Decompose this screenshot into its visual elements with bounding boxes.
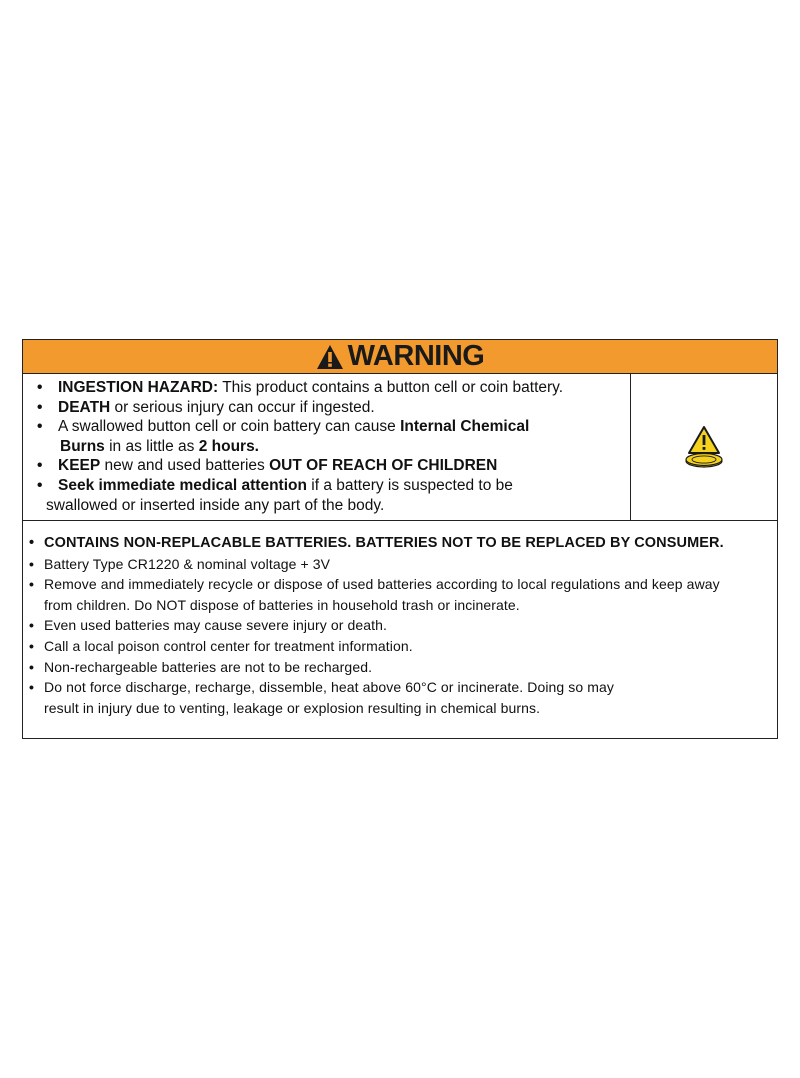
list-item-continuation: result in injury due to venting, leakage or explosion resulting in chemical burns. bbox=[44, 699, 541, 716]
list-item: • Remove and immediately recycle or dispose of used batteries according to local regulations and keep away bbox=[29, 576, 720, 593]
list-item: • Seek immediate medical attention if a battery is suspected to be swallowed or inserted inside any part of the body. bbox=[37, 476, 513, 514]
banner-title: WARNING bbox=[347, 340, 485, 372]
list-item: • Even used batteries may cause severe injury or death. bbox=[29, 617, 388, 634]
list-item: • DEATH or serious injury can occur if ingested. bbox=[37, 398, 375, 416]
list-item: • Call a local poison control center for treatment information. bbox=[29, 637, 413, 654]
list-item: • Battery Type CR1220 & nominal voltage + 3V bbox=[29, 555, 331, 572]
list-item-continuation: from children. Do NOT dispose of batteries in household trash or incinerate. bbox=[44, 596, 520, 613]
list-item: • Do not force discharge, recharge, dissemble, heat above 60°C or incinerate. Doing so may bbox=[29, 679, 615, 696]
warning-triangle-icon bbox=[316, 344, 344, 370]
coin-battery-warning-icon bbox=[684, 425, 724, 469]
instructions-list bbox=[23, 521, 777, 718]
hazard-section bbox=[23, 374, 777, 521]
list-item: • KEEP new and used batteries OUT OF REACH OF CHILDREN bbox=[37, 457, 498, 475]
warning-banner bbox=[23, 340, 777, 374]
list-item: • INGESTION HAZARD: This product contains a button cell or coin battery. bbox=[37, 379, 564, 396]
symbol-cell bbox=[631, 374, 777, 520]
hazard-list bbox=[23, 374, 631, 520]
list-item: • Non-rechargeable batteries are not to be recharged. bbox=[29, 658, 373, 675]
warning-label bbox=[22, 339, 778, 739]
list-item: • A swallowed button cell or coin battery can cause Internal Chemical Burns in as little as 2 hours. bbox=[37, 418, 530, 455]
list-item: • CONTAINS NON-REPLACABLE BATTERIES. BATTERIES NOT TO BE REPLACED BY CONSUMER. bbox=[29, 535, 724, 551]
